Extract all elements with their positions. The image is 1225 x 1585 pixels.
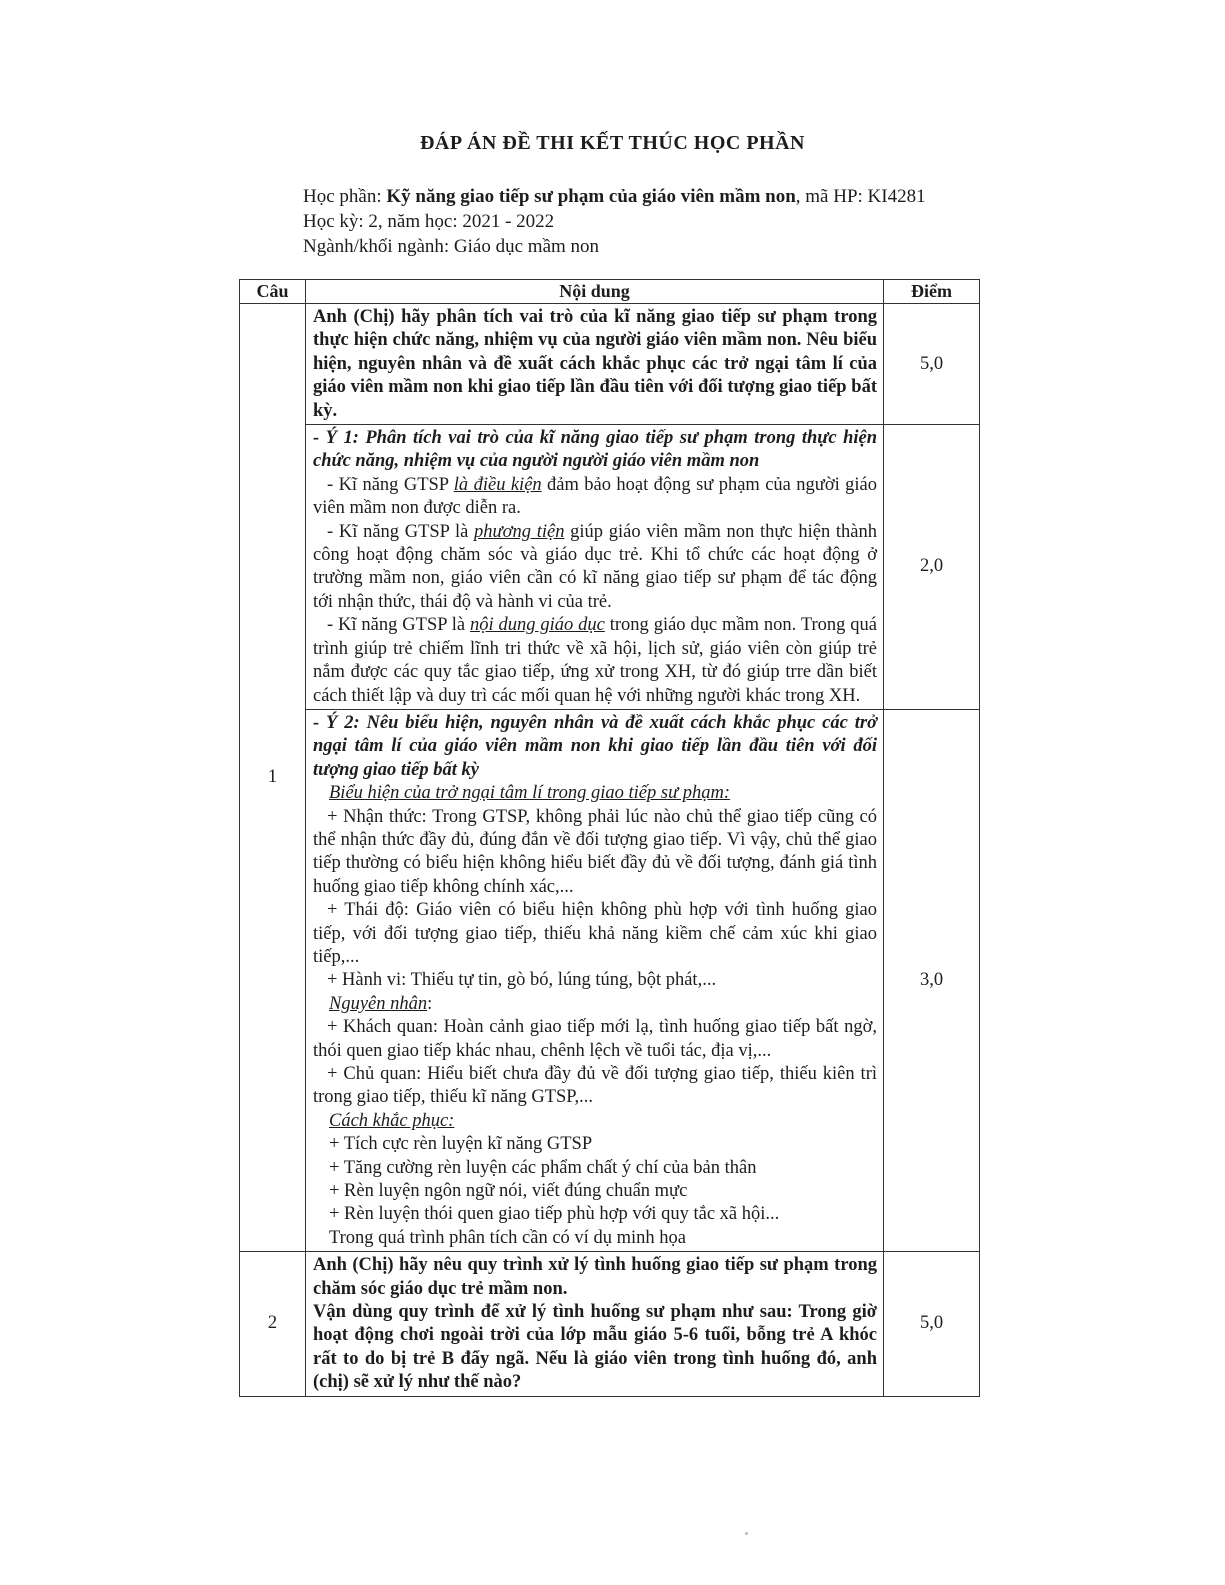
idea-2-remedy-2: + Tăng cường rèn luyện các phẩm chất ý chí của bản thân xyxy=(329,1157,757,1178)
question-1-prompt: Anh (Chị) hãy phân tích vai trò của kĩ năng giao tiếp sư phạm trong thực hiện chức năng, nhiệm vụ của người giáo viên mầm non. Nêu biểu hiện, nguyên nhân và đề xuất cách khắc phục các trở ngại tâm lí của giáo viên mầm non khi giao tiếp lần đầu tiên với đối tượng giao tiếp bất kỳ. xyxy=(306,304,884,425)
major-line: Ngành/khối ngành: Giáo dục mầm non xyxy=(303,236,600,257)
idea-2-subheading-remedies: Cách khắc phục: xyxy=(329,1110,455,1131)
table-header-row xyxy=(240,280,980,304)
idea-2-note: Trong quá trình phân tích cần có ví dụ minh họa xyxy=(329,1227,686,1248)
table-row xyxy=(240,1252,980,1396)
answer-table xyxy=(239,279,980,1397)
idea-2-subheading-manifestation: Biểu hiện của trở ngại tâm lí trong giao tiếp sư phạm: xyxy=(329,783,731,804)
semester-line: Học kỳ: 2, năm học: 2021 - 2022 xyxy=(303,211,555,232)
causes-label: Nguyên nhân xyxy=(329,993,428,1014)
table-row xyxy=(240,425,980,710)
idea-2-score: 3,0 xyxy=(884,709,980,1251)
course-label: Học phần: xyxy=(303,186,387,207)
idea-2-manifestation-behavior: + Hành vi: Thiếu tự tin, gò bó, lúng túng, bột phát,... xyxy=(327,970,717,991)
idea-2-heading: - Ý 2: Nêu biểu hiện, nguyên nhân và đề xuất cách khắc phục các trở ngại tâm lí của giáo viên mầm non khi giao tiếp lần đầu tiên với đối tượng giao tiếp bất kỳ xyxy=(313,712,877,780)
idea-1-score: 2,0 xyxy=(884,425,980,710)
question-2-prompt-part-2: Vận dùng quy trình để xử lý tình huống sư phạm như sau: Trong giờ hoạt động chơi ngoài trời của lớp mẫu giáo 5-6 tuổi, bỗng trẻ A khóc rất to do bị trẻ B đẩy ngã. Nếu là giáo viên trong tình huống đó, anh (chị) sẽ xử lý như thế nào? xyxy=(313,1302,877,1393)
idea-2-remedy-1: + Tích cực rèn luyện kĩ năng GTSP xyxy=(329,1134,593,1155)
idea-2-cause-objective: + Khách quan: Hoàn cảnh giao tiếp mới lạ, tình huống giao tiếp bất ngờ, thói quen giao tiếp khác nhau, chênh lệch về tuổi tác, địa vị,... xyxy=(313,1017,877,1061)
question-1-score: 5,0 xyxy=(884,304,980,425)
idea-1-point-3 xyxy=(313,614,877,708)
question-2-score: 5,0 xyxy=(884,1252,980,1396)
idea-2-remedy-4: + Rèn luyện thói quen giao tiếp phù hợp với quy tắc xã hội... xyxy=(329,1204,780,1225)
idea-1-point-2-post: giúp giáo viên mầm non thực hiện thành công hoạt động chăm sóc và giáo dục trẻ. Khi tổ chức các hoạt động ở trường mầm non, giáo viên cần có kĩ năng giao tiếp sư phạm để tác động tới nhận thức, thái độ và hành vi của trẻ. xyxy=(313,521,877,612)
idea-1-heading: - Ý 1: Phân tích vai trò của kĩ năng giao tiếp sư phạm trong thực hiện chức năng, nhiệm vụ của người người giáo viên mầm non xyxy=(313,428,877,472)
table-row xyxy=(240,304,980,425)
idea-1-point-3-post: trong giáo dục mầm non. Trong quá trình giúp trẻ chiếm lĩnh tri thức về xã hội, lịch sử, giáo viên còn giúp trẻ nắm được các quy tắc giao tiếp, ứng xử trong XH, từ đó giúp trre dần biết cách thiết lập và duy trì các mối quan hệ với những người khác trong XH. xyxy=(313,615,877,706)
document-title: ĐÁP ÁN ĐỀ THI KẾT THÚC HỌC PHẦN xyxy=(419,132,805,154)
idea-1-point-1-pre: - Kĩ năng GTSP xyxy=(327,474,454,495)
idea-1-point-2 xyxy=(313,521,877,615)
header-content: Nội dung xyxy=(306,280,884,304)
question-2-number: 2 xyxy=(240,1252,306,1396)
document-meta xyxy=(303,184,926,259)
idea-2-manifestation-cognition: + Nhận thức: Trong GTSP, không phải lúc nào chủ thể giao tiếp cũng có thể nhận thức đầy đủ, đúng đắn về đối tượng giao tiếp. Vì vậy, chủ thể giao tiếp thường có biểu hiện không hiểu biết đầy đủ về đối tượng, đánh giá tình huống giao tiếp không chính xác,... xyxy=(313,806,877,897)
question-2-prompt xyxy=(306,1252,884,1396)
idea-1-point-2-emph: phương tiện xyxy=(474,521,565,542)
question-1-idea-1 xyxy=(306,425,884,710)
scan-speck xyxy=(745,1532,748,1535)
course-code: , mã HP: KI4281 xyxy=(795,186,926,207)
idea-1-point-3-emph: nội dung giáo dục xyxy=(469,615,605,636)
idea-1-point-1 xyxy=(313,474,877,521)
question-1-number: 1 xyxy=(240,304,306,1252)
idea-1-point-2-pre: - Kĩ năng GTSP là xyxy=(327,521,475,542)
idea-2-cause-subjective: + Chủ quan: Hiểu biết chưa đầy đủ về đối tượng giao tiếp, thiếu kiên trì trong giao tiếp, thiếu kĩ năng GTSP,... xyxy=(313,1064,877,1108)
course-line xyxy=(303,184,926,209)
table-row xyxy=(240,709,980,1251)
idea-2-subheading-causes xyxy=(313,993,877,1016)
idea-1-point-1-emph: là điều kiện xyxy=(453,474,542,495)
header-score: Điểm xyxy=(884,280,980,304)
idea-2-manifestation-attitude: + Thái độ: Giáo viên có biểu hiện không phù hợp với tình huống giao tiếp, với đối tượng giao tiếp, thiếu khả năng kiềm chế cảm xúc khi giao tiếp,... xyxy=(313,900,877,967)
course-name: Kỹ năng giao tiếp sư phạm của giáo viên mầm non xyxy=(386,186,796,207)
question-2-prompt-part-1: Anh (Chị) hãy nêu quy trình xử lý tình huống giao tiếp sư phạm trong chăm sóc giáo dục trẻ mầm non. xyxy=(313,1255,877,1299)
causes-colon: : xyxy=(427,993,433,1014)
question-1-idea-2 xyxy=(306,709,884,1251)
idea-1-point-1-post: đảm bảo hoạt động sư phạm của người giáo viên mầm non được diễn ra. xyxy=(313,474,877,519)
idea-2-remedy-3: + Rèn luyện ngôn ngữ nói, viết đúng chuẩn mực xyxy=(329,1181,688,1202)
idea-1-point-3-pre: - Kĩ năng GTSP là xyxy=(327,615,470,636)
header-question: Câu xyxy=(240,280,306,304)
